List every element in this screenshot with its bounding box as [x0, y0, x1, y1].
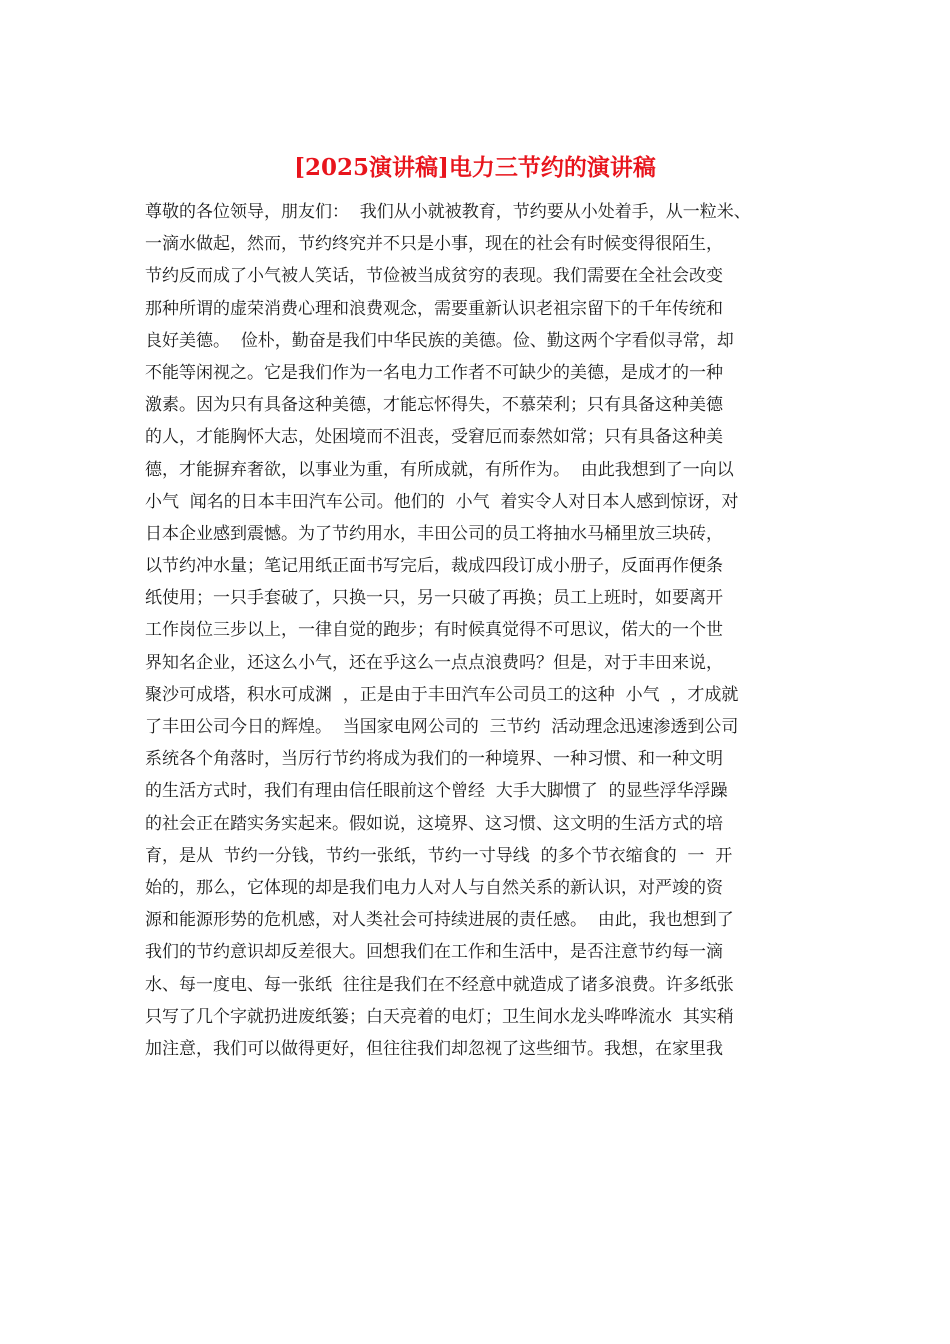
body-text-line: 德，才能摒弃奢欲，以事业为重，有所成就，有所作为。 由此我想到了一向以	[145, 459, 734, 480]
body-text-line: 的生活方式时，我们有理由信任眼前这个曾经 大手大脚惯了 的显些浮华浮躁	[145, 781, 728, 802]
body-text-line: 育，是从 节约一分钱，节约一张纸，节约一寸导线 的多个节衣缩食的 一 开	[145, 845, 733, 866]
body-text-line: 节约反而成了小气被人笑话，节俭被当成贫穷的表现。我们需要在全社会改变	[145, 266, 723, 287]
document-body	[145, 200, 825, 1069]
body-text-line: 日本企业感到震憾。为了节约用水，丰田公司的员工将抽水马桶里放三块砖，	[145, 523, 723, 544]
body-text-line: 了丰田公司今日的辉煌。 当国家电网公司的 三节约 活动理念迅速渗透到公司	[145, 717, 739, 737]
body-text-line: 良好美德。 俭朴，勤奋是我们中华民族的美德。俭、勤这两个字看似寻常，却	[145, 330, 734, 351]
body-text-line: 只写了几个字就扔进废纸篓；白天亮着的电灯；卫生间水龙头哗哗流水 其实稍	[145, 1006, 734, 1027]
body-text-line: 的人，才能胸怀大志，处困境而不沮丧，受窘厄而泰然如常；只有具备这种美	[145, 427, 723, 448]
body-text-line: 水、每一度电、每一张纸 往往是我们在不经意中就造成了诸多浪费。许多纸张	[145, 974, 734, 995]
body-text-line: 始的，那么，它体现的却是我们电力人对人与自然关系的新认识，对严竣的资	[145, 877, 723, 898]
body-text-line: 系统各个角落时，当厉行节约将成为我们的一种境界、一种习惯、和一种文明	[145, 749, 723, 770]
body-text-line: 界知名企业，还这么小气，还在乎这么一点点浪费吗？但是，对于丰田来说，	[145, 652, 723, 673]
body-text-line: 加注意，我们可以做得更好，但往往我们却忽视了这些细节。我想，在家里我	[145, 1038, 723, 1059]
body-text-line: 激素。因为只有具备这种美德，才能忘怀得失，不慕荣利；只有具备这种美德	[145, 395, 723, 416]
body-text-line: 小气 闻名的日本丰田汽车公司。他们的 小气 着实令人对日本人感到惊讶，对	[145, 491, 739, 512]
body-text-line: 以节约冲水量；笔记用纸正面书写完后，裁成四段订成小册子，反面再作便条	[145, 556, 723, 577]
body-text-line: 那种所谓的虚荣消费心理和浪费观念，需要重新认识老祖宗留下的千年传统和	[145, 298, 723, 319]
body-text-line: 聚沙可成塔，积水可成渊 ，正是由于丰田汽车公司员工的这种 小气 ，才成就	[145, 684, 739, 705]
body-text-line: 一滴水做起，然而，节约终究并不只是小事，现在的社会有时候变得很陌生，	[145, 234, 723, 255]
body-text-line: 尊敬的各位领导，朋友们： 我们从小就被教育，节约要从小处着手，从一粒米、	[145, 202, 751, 222]
body-text-line: 源和能源形势的危机感，对人类社会可持续进展的责任感。 由此，我也想到了	[145, 910, 734, 931]
body-text-line: 纸使用；一只手套破了，只换一只，另一只破了再换；员工上班时，如要离开	[145, 588, 723, 609]
body-text-line: 不能等闲视之。它是我们作为一名电力工作者不可缺少的美德，是成才的一种	[145, 362, 723, 383]
body-text-line: 工作岗位三步以上，一律自觉的跑步；有时候真觉得不可思议，偌大的一个世	[145, 620, 723, 641]
body-text-line: 的社会正在踏实务实起来。假如说，这境界、这习惯、这文明的生活方式的培	[145, 813, 723, 834]
document-title: [2025演讲稿]电力三节约的演讲稿	[294, 154, 656, 181]
body-text-line: 我们的节约意识却反差很大。回想我们在工作和生活中，是否注意节约每一滴	[145, 942, 723, 963]
